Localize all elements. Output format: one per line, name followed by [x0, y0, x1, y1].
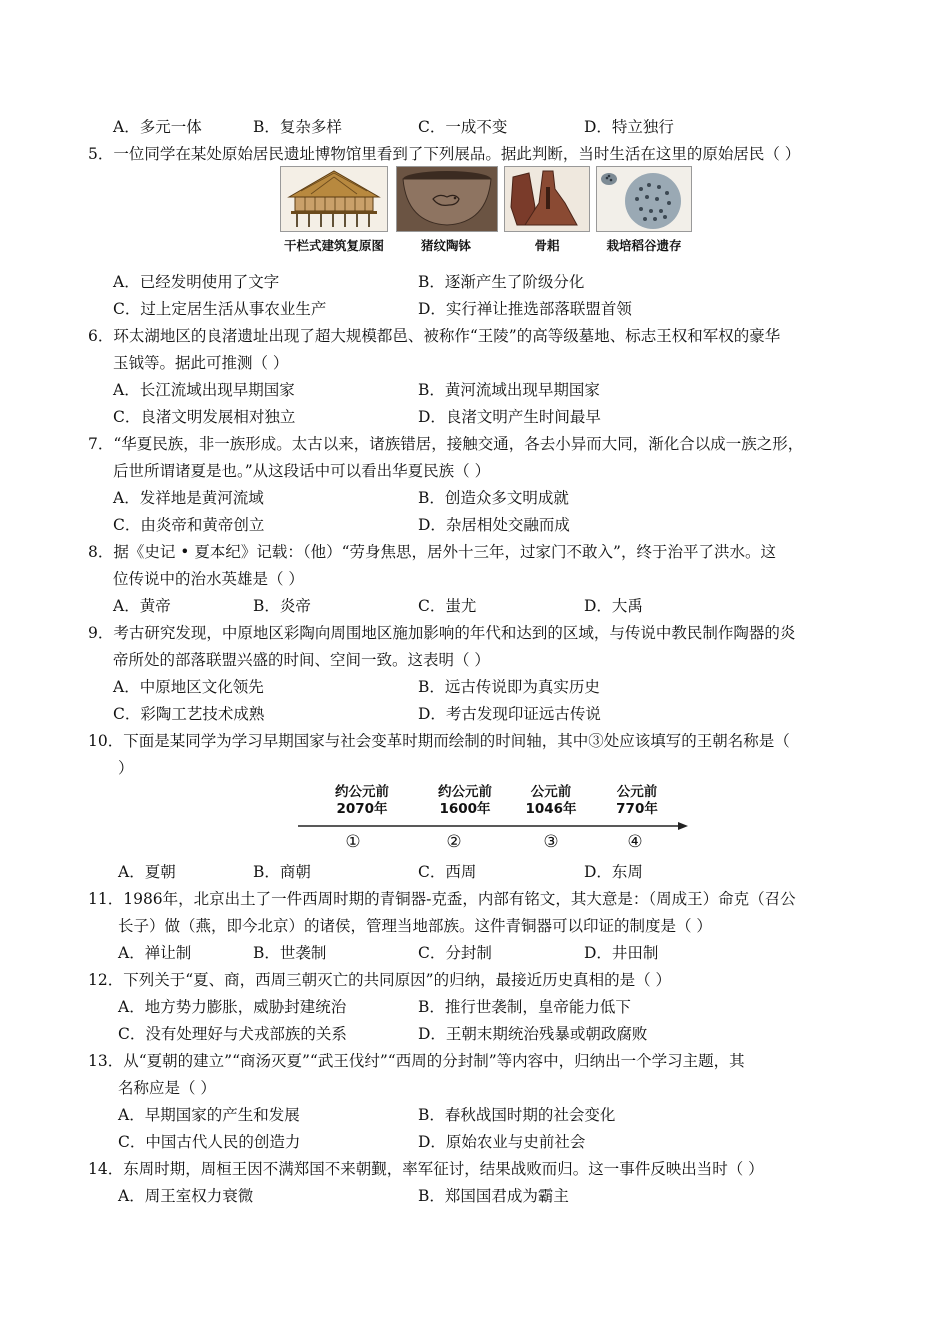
q11-option-c: C．分封制	[418, 944, 492, 962]
q11-stem-line1: 11．1986年，北京出土了一件西周时期的青铜器-克盉，内部有铭文，其大意是：（周成王）命克（召公	[88, 890, 796, 908]
q6-stem-line2: 玉钺等。据此可推测（ ）	[113, 354, 289, 372]
q5-option-d: D．实行禅让推选部落联盟首领	[418, 300, 632, 318]
q5-option-a: A．已经发明使用了文字	[113, 273, 280, 291]
timeline-date-3-prefix: 公元前	[530, 784, 572, 800]
q14-stem: 14．东周时期，周桓王因不满郑国不来朝觐，率军征讨，结果战败而归。这一事件反映出当时（ ）	[88, 1160, 764, 1178]
q13-option-b: B．春秋战国时期的社会变化	[418, 1106, 616, 1124]
timeline-date-2-year: 1600年	[439, 801, 491, 817]
timeline-date-1-year: 2070年	[336, 801, 388, 817]
timeline-date-3	[506, 784, 596, 818]
q6-option-b: B．黄河流域出现早期国家	[418, 381, 600, 399]
q7-stem-line2: 后世所谓诸夏是也。”从这段话中可以看出华夏民族（ ）	[113, 462, 491, 480]
stilt-house-caption: 干栏式建筑复原图	[283, 238, 384, 253]
q12-option-c: C．没有处理好与犬戎部族的关系	[118, 1025, 347, 1043]
q10-option-d: D．东周	[584, 863, 643, 881]
timeline-date-4-year: 770年	[616, 801, 658, 817]
q4-option-c: C．一成不变	[418, 118, 508, 136]
q9-stem-line2: 帝所处的部落联盟兴盛的时间、空间一致。这表明（ ）	[113, 651, 490, 669]
timeline-marker-1: ①	[345, 832, 361, 852]
q13-stem-line1: 13．从“夏朝的建立”“商汤灭夏”“武王伐纣”“西周的分封制”等内容中，归纳出一个学习主题，其	[88, 1052, 745, 1070]
q11-option-a: A．禅让制	[118, 944, 192, 962]
q5-option-c: C．过上定居生活从事农业生产	[113, 300, 327, 318]
q7-option-d: D．杂居相处交融而成	[418, 516, 570, 534]
q7-option-a: A．发祥地是黄河流域	[113, 489, 264, 507]
q10-stem-line1: 10．下面是某同学为学习早期国家与社会变革时期而绘制的时间轴，其中③处应该填写的王朝名称是（	[88, 732, 790, 750]
q9-option-d: D．考古发现印证远古传说	[418, 705, 601, 723]
timeline-marker-2: ②	[446, 832, 462, 852]
q6-option-a: A．长江流域出现早期国家	[113, 381, 295, 399]
timeline-date-1	[317, 784, 407, 818]
q13-stem-line2: 名称应是（ ）	[118, 1079, 216, 1097]
q4-option-a: A．多元一体	[113, 118, 202, 136]
q13-option-c: C．中国古代人民的创造力	[118, 1133, 301, 1151]
q4-option-b: B．复杂多样	[253, 118, 342, 136]
timeline-date-2-prefix: 约公元前	[438, 784, 492, 800]
q13-option-d: D．原始农业与史前社会	[418, 1133, 586, 1151]
q10-stem-line2: ）	[118, 759, 134, 777]
q5-stem: 5．一位同学在某处原始居民遗址博物馆里看到了下列展品。据此判断，当时生活在这里的原始居民（ ）	[88, 145, 801, 163]
bone-spade-caption: 骨耜	[534, 238, 560, 253]
rice-remains-caption: 栽培稻谷遗存	[606, 238, 682, 253]
q8-option-d: D．大禹	[584, 597, 643, 615]
q14-option-b: B．郑国国君成为霸主	[418, 1187, 569, 1205]
q8-option-a: A．黄帝	[113, 597, 171, 615]
timeline-marker-4: ④	[627, 832, 643, 852]
stilt-house-image	[280, 166, 388, 232]
pig-bowl-image	[396, 166, 498, 232]
q9-option-c: C．彩陶工艺技术成熟	[113, 705, 265, 723]
bone-spade-image	[504, 166, 590, 232]
q7-stem-line1: 7．“华夏民族，非一族形成。太古以来，诸族错居，接触交通，各去小异而大同，渐化合以成一族之形，	[88, 435, 804, 453]
dynasty-timeline	[298, 784, 690, 854]
q11-option-d: D．井田制	[584, 944, 659, 962]
timeline-date-1-prefix: 约公元前	[335, 784, 389, 800]
q12-stem: 12．下列关于“夏、商，西周三朝灭亡的共同原因”的归纳，最接近历史真相的是（ ）	[88, 971, 672, 989]
timeline-date-4	[592, 784, 682, 818]
timeline-marker-3: ③	[543, 832, 559, 852]
q11-stem-line2: 长子）做（燕，即今北京）的诸侯，管理当地部族。这件青铜器可以印证的制度是（ ）	[118, 917, 712, 935]
q6-stem-line1: 6．环太湖地区的良渚遗址出现了超大规模都邑、被称作“王陵”的高等级墓地、标志王权和军权的豪华	[88, 327, 781, 345]
q7-option-c: C．由炎帝和黄帝创立	[113, 516, 265, 534]
q6-option-c: C．良渚文明发展相对独立	[113, 408, 296, 426]
q10-option-a: A．夏朝	[118, 863, 176, 881]
q9-option-a: A．中原地区文化领先	[113, 678, 264, 696]
pig-bowl-caption: 猪纹陶钵	[420, 238, 471, 253]
q8-stem-line1: 8．据《史记 • 夏本纪》记载：（他）“劳身焦思，居外十三年，过家门不敢入”，终于治平了洪水。这	[88, 543, 776, 561]
q7-option-b: B．创造众多文明成就	[418, 489, 569, 507]
q12-option-d: D．王朝末期统治残暴或朝政腐败	[418, 1025, 648, 1043]
q12-option-a: A．地方势力膨胀，威胁封建统治	[118, 998, 347, 1016]
timeline-date-3-year: 1046年	[525, 801, 577, 817]
q11-option-b: B．世袭制	[253, 944, 327, 962]
q8-stem-line2: 位传说中的治水英雄是（ ）	[113, 570, 304, 588]
q10-option-c: C．西周	[418, 863, 477, 881]
q13-option-a: A．早期国家的产生和发展	[118, 1106, 300, 1124]
q8-option-b: B．炎帝	[253, 597, 311, 615]
q14-option-a: A．周王室权力衰微	[118, 1187, 254, 1205]
q12-option-b: B．推行世袭制，皇帝能力低下	[418, 998, 631, 1016]
q10-option-b: B．商朝	[253, 863, 311, 881]
timeline-date-2	[420, 784, 510, 818]
q5-figure-row	[280, 166, 692, 258]
q8-option-c: C．蚩尤	[418, 597, 477, 615]
q9-stem-line1: 9．考古研究发现，中原地区彩陶向周围地区施加影响的年代和达到的区域，与传说中教民制作陶器的炎	[88, 624, 796, 642]
q4-option-d: D．特立独行	[584, 118, 674, 136]
rice-remains-image	[596, 166, 692, 232]
q9-option-b: B．远古传说即为真实历史	[418, 678, 600, 696]
timeline-date-4-prefix: 公元前	[616, 784, 658, 800]
q5-option-b: B．逐渐产生了阶级分化	[418, 273, 585, 291]
q6-option-d: D．良渚文明产生时间最早	[418, 408, 601, 426]
